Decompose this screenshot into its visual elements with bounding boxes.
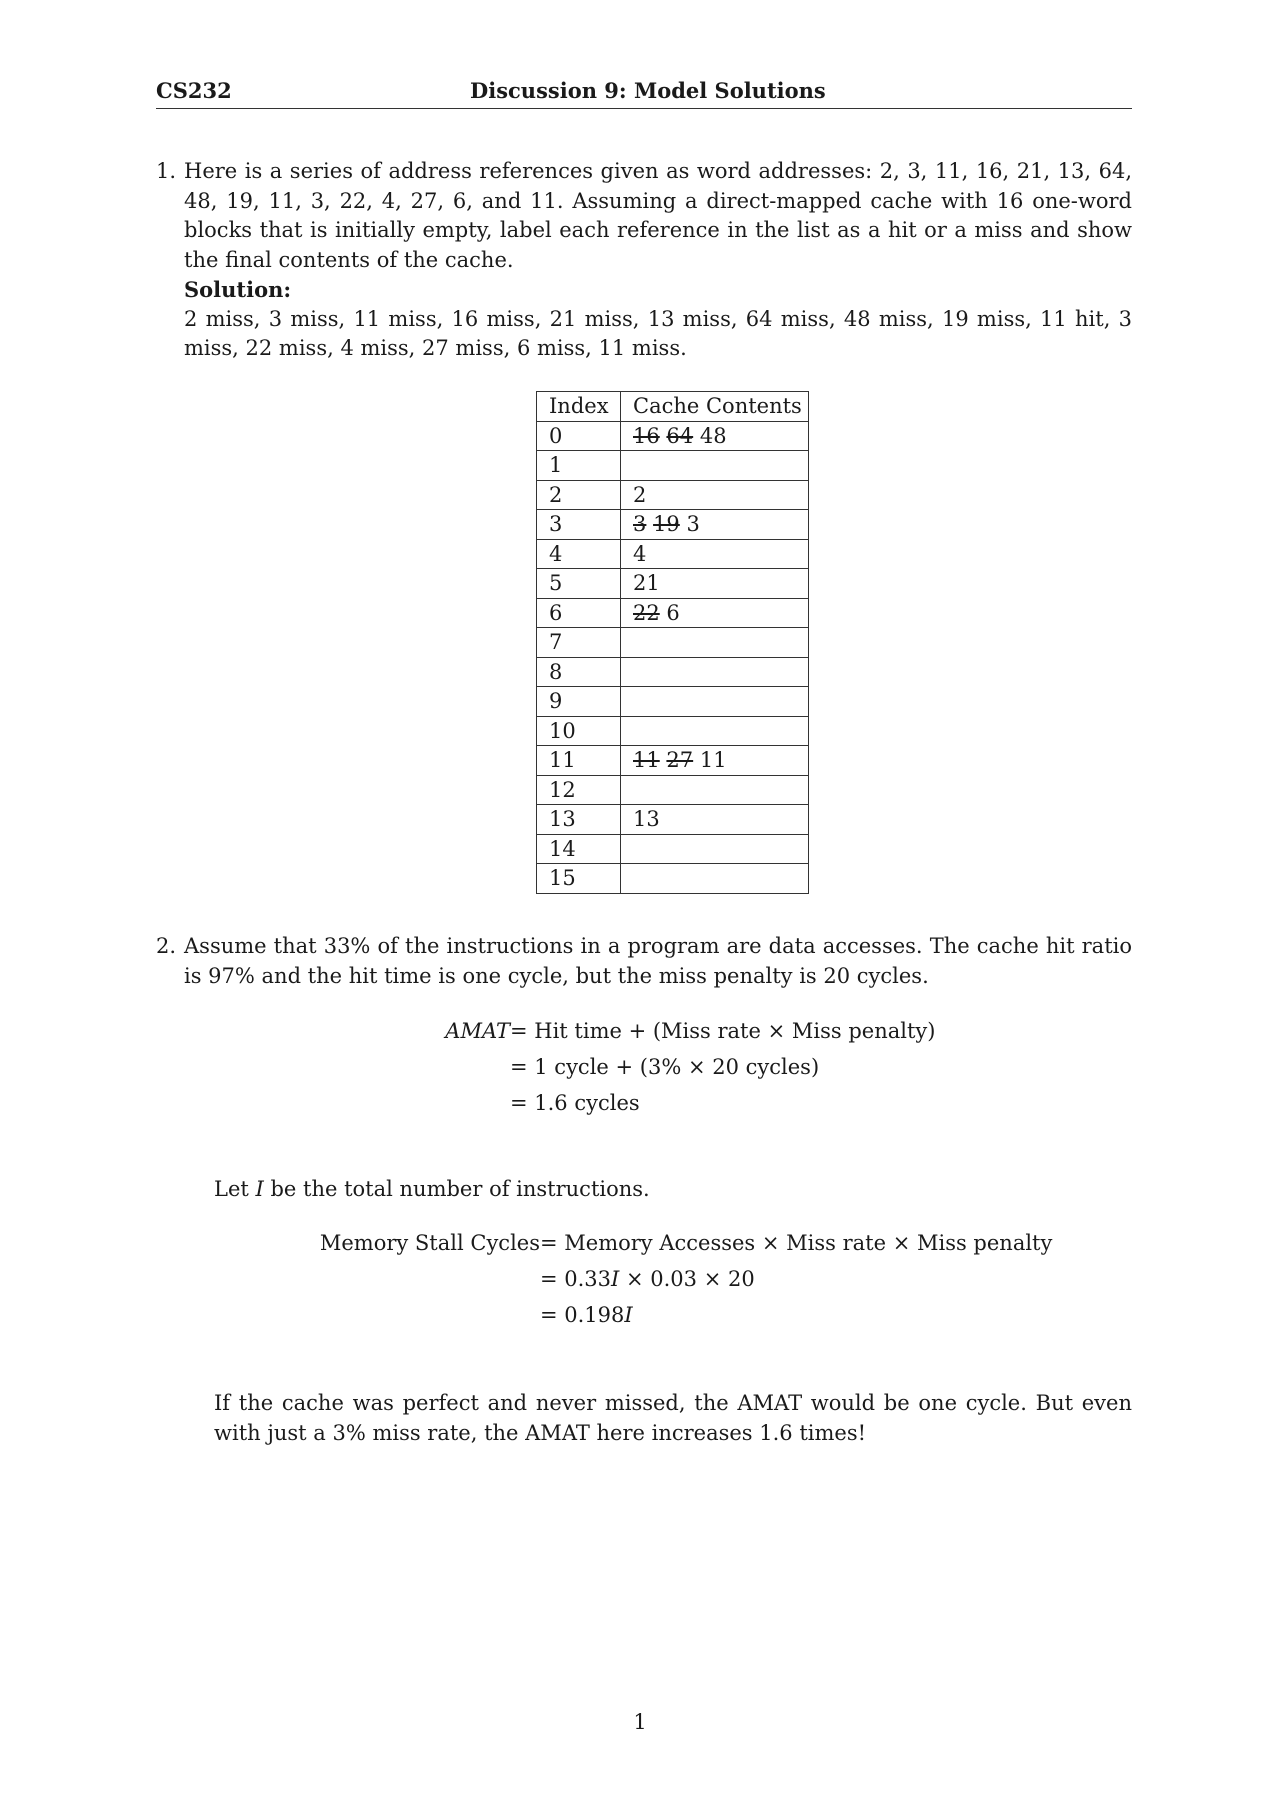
table-row (537, 451, 809, 481)
cache-index-cell: 12 (537, 775, 621, 805)
table-row (537, 569, 809, 599)
let-suffix: be the total number of instructions. (263, 1177, 650, 1201)
cache-index-cell: 3 (537, 510, 621, 540)
stall-line-3 (540, 1297, 633, 1333)
table-row (537, 510, 809, 540)
cache-contents-cell (621, 510, 809, 540)
current-value: 6 (666, 600, 680, 625)
table-row (537, 805, 809, 835)
amat-lhs: AMAT (445, 1019, 510, 1043)
cache-contents-cell (621, 628, 809, 658)
evicted-value: 3 (633, 512, 647, 536)
let-prefix: Let (214, 1177, 256, 1201)
cache-contents-cell (621, 834, 809, 864)
cache-contents-table (536, 391, 809, 894)
table-row (537, 775, 809, 805)
table-row (537, 539, 809, 569)
cache-contents-cell (621, 539, 809, 569)
evicted-value: 11 (633, 748, 660, 772)
equation-line (0, 1013, 1280, 1049)
cache-index-cell: 15 (537, 864, 621, 894)
current-value: 2 (633, 482, 647, 507)
problem-1-solution: 2 miss, 3 miss, 11 miss, 16 miss, 21 miss, 13 miss, 64 miss, 48 miss, 19 miss, 11 hit, 3 miss, 22 miss, 4 miss, 27 miss, 6 miss, 11 miss. (184, 306, 1132, 360)
cache-contents-cell (621, 687, 809, 717)
stall-lhs: Memory Stall Cycles (319, 1231, 540, 1255)
current-value: 48 (699, 423, 727, 448)
cache-contents-cell (621, 805, 809, 835)
let-statement (214, 1175, 1132, 1205)
cache-index-cell: 2 (537, 480, 621, 510)
problem-1-statement: Here is a series of address references given as word addresses: 2, 3, 11, 16, 21, 13, 64, 48, 19, 11, 3, 22, 4, 27, 6, and 11. Assuming a direct-mapped cache with 16 one-word blocks that is initially empty, label each reference in the list as a hit or a miss and show the final contents of the cache. (184, 159, 1132, 272)
column-header-contents: Cache Contents (621, 392, 809, 422)
amat-line-1: = Hit time + (Miss rate × Miss penalty) (510, 1019, 936, 1043)
course-code: CS232 (156, 78, 232, 103)
cache-index-cell: 14 (537, 834, 621, 864)
cache-index-cell: 8 (537, 657, 621, 687)
cache-index-cell: 5 (537, 569, 621, 599)
cache-index-cell: 9 (537, 687, 621, 717)
stall-line-2-prefix: = 0.33 (540, 1267, 612, 1291)
current-value: 11 (699, 748, 727, 772)
table-row (537, 598, 809, 628)
cache-index-cell: 0 (537, 421, 621, 451)
cache-index-cell: 7 (537, 628, 621, 658)
cache-contents-cell (621, 775, 809, 805)
current-value: 21 (633, 571, 660, 595)
cache-index-cell: 1 (537, 451, 621, 481)
cache-index-cell: 6 (537, 598, 621, 628)
stall-line-2-suffix: × 0.03 × 20 (619, 1267, 755, 1291)
stall-line-2 (540, 1261, 755, 1297)
evicted-value: 27 (666, 748, 694, 772)
current-value: 3 (686, 512, 700, 536)
problem-1-number: 1. (156, 159, 177, 183)
problem-2 (156, 932, 1132, 991)
solution-label: Solution: (184, 277, 292, 302)
evicted-value: 16 (633, 423, 660, 448)
cache-index-cell: 4 (537, 539, 621, 569)
amat-line-3: = 1.6 cycles (510, 1091, 640, 1115)
cache-index-cell: 11 (537, 746, 621, 776)
stall-line-1: = Memory Accesses × Miss rate × Miss penalty (540, 1231, 1053, 1255)
evicted-value: 22 (633, 600, 660, 625)
evicted-value: 19 (653, 512, 680, 536)
equation-line (0, 1261, 1280, 1297)
table-row (537, 864, 809, 894)
stall-equation (0, 1225, 1280, 1333)
equation-line (0, 1049, 1280, 1085)
table-row (537, 834, 809, 864)
table-row (537, 746, 809, 776)
cache-contents-cell (621, 421, 809, 451)
table-header-row (537, 392, 809, 422)
cache-contents-cell (621, 480, 809, 510)
cache-contents-cell (621, 746, 809, 776)
conclusion-paragraph: If the cache was perfect and never missed, the AMAT would be one cycle. But even with just a 3% miss rate, the AMAT here increases 1.6 times! (214, 1391, 1132, 1445)
stall-line-2-variable: I (611, 1267, 620, 1291)
table-row (537, 657, 809, 687)
cache-index-cell: 10 (537, 716, 621, 746)
equation-line (0, 1085, 1280, 1121)
cache-contents-cell (621, 864, 809, 894)
cache-contents-cell (621, 569, 809, 599)
current-value: 13 (633, 807, 660, 831)
cache-contents-cell (621, 598, 809, 628)
cache-contents-cell (621, 451, 809, 481)
stall-line-3-variable: I (624, 1303, 633, 1327)
cache-contents-cell (621, 716, 809, 746)
problem-2-statement: Assume that 33% of the instructions in a program are data accesses. The cache hit ratio is 97% and the hit time is one cycle, but the miss penalty is 20 cycles. (184, 934, 1132, 988)
problem-1 (156, 157, 1132, 364)
equation-line (0, 1297, 1280, 1333)
table-row (537, 628, 809, 658)
amat-equation (0, 1013, 1280, 1121)
problem-2-number: 2. (156, 934, 177, 958)
equation-line (0, 1225, 1280, 1261)
table-row (537, 421, 809, 451)
table-row (537, 687, 809, 717)
table-row (537, 480, 809, 510)
let-variable: I (255, 1177, 264, 1201)
document-title: Discussion 9: Model Solutions (470, 78, 826, 103)
running-header (156, 78, 1132, 109)
evicted-value: 64 (666, 423, 694, 448)
table-row (537, 716, 809, 746)
current-value: 4 (633, 541, 647, 566)
cache-contents-cell (621, 657, 809, 687)
stall-line-3-prefix: = 0.198 (540, 1303, 625, 1327)
page-number: 1 (633, 1710, 647, 1734)
column-header-index: Index (537, 392, 621, 422)
cache-index-cell: 13 (537, 805, 621, 835)
amat-line-2: = 1 cycle + (3% × 20 cycles) (510, 1055, 820, 1079)
